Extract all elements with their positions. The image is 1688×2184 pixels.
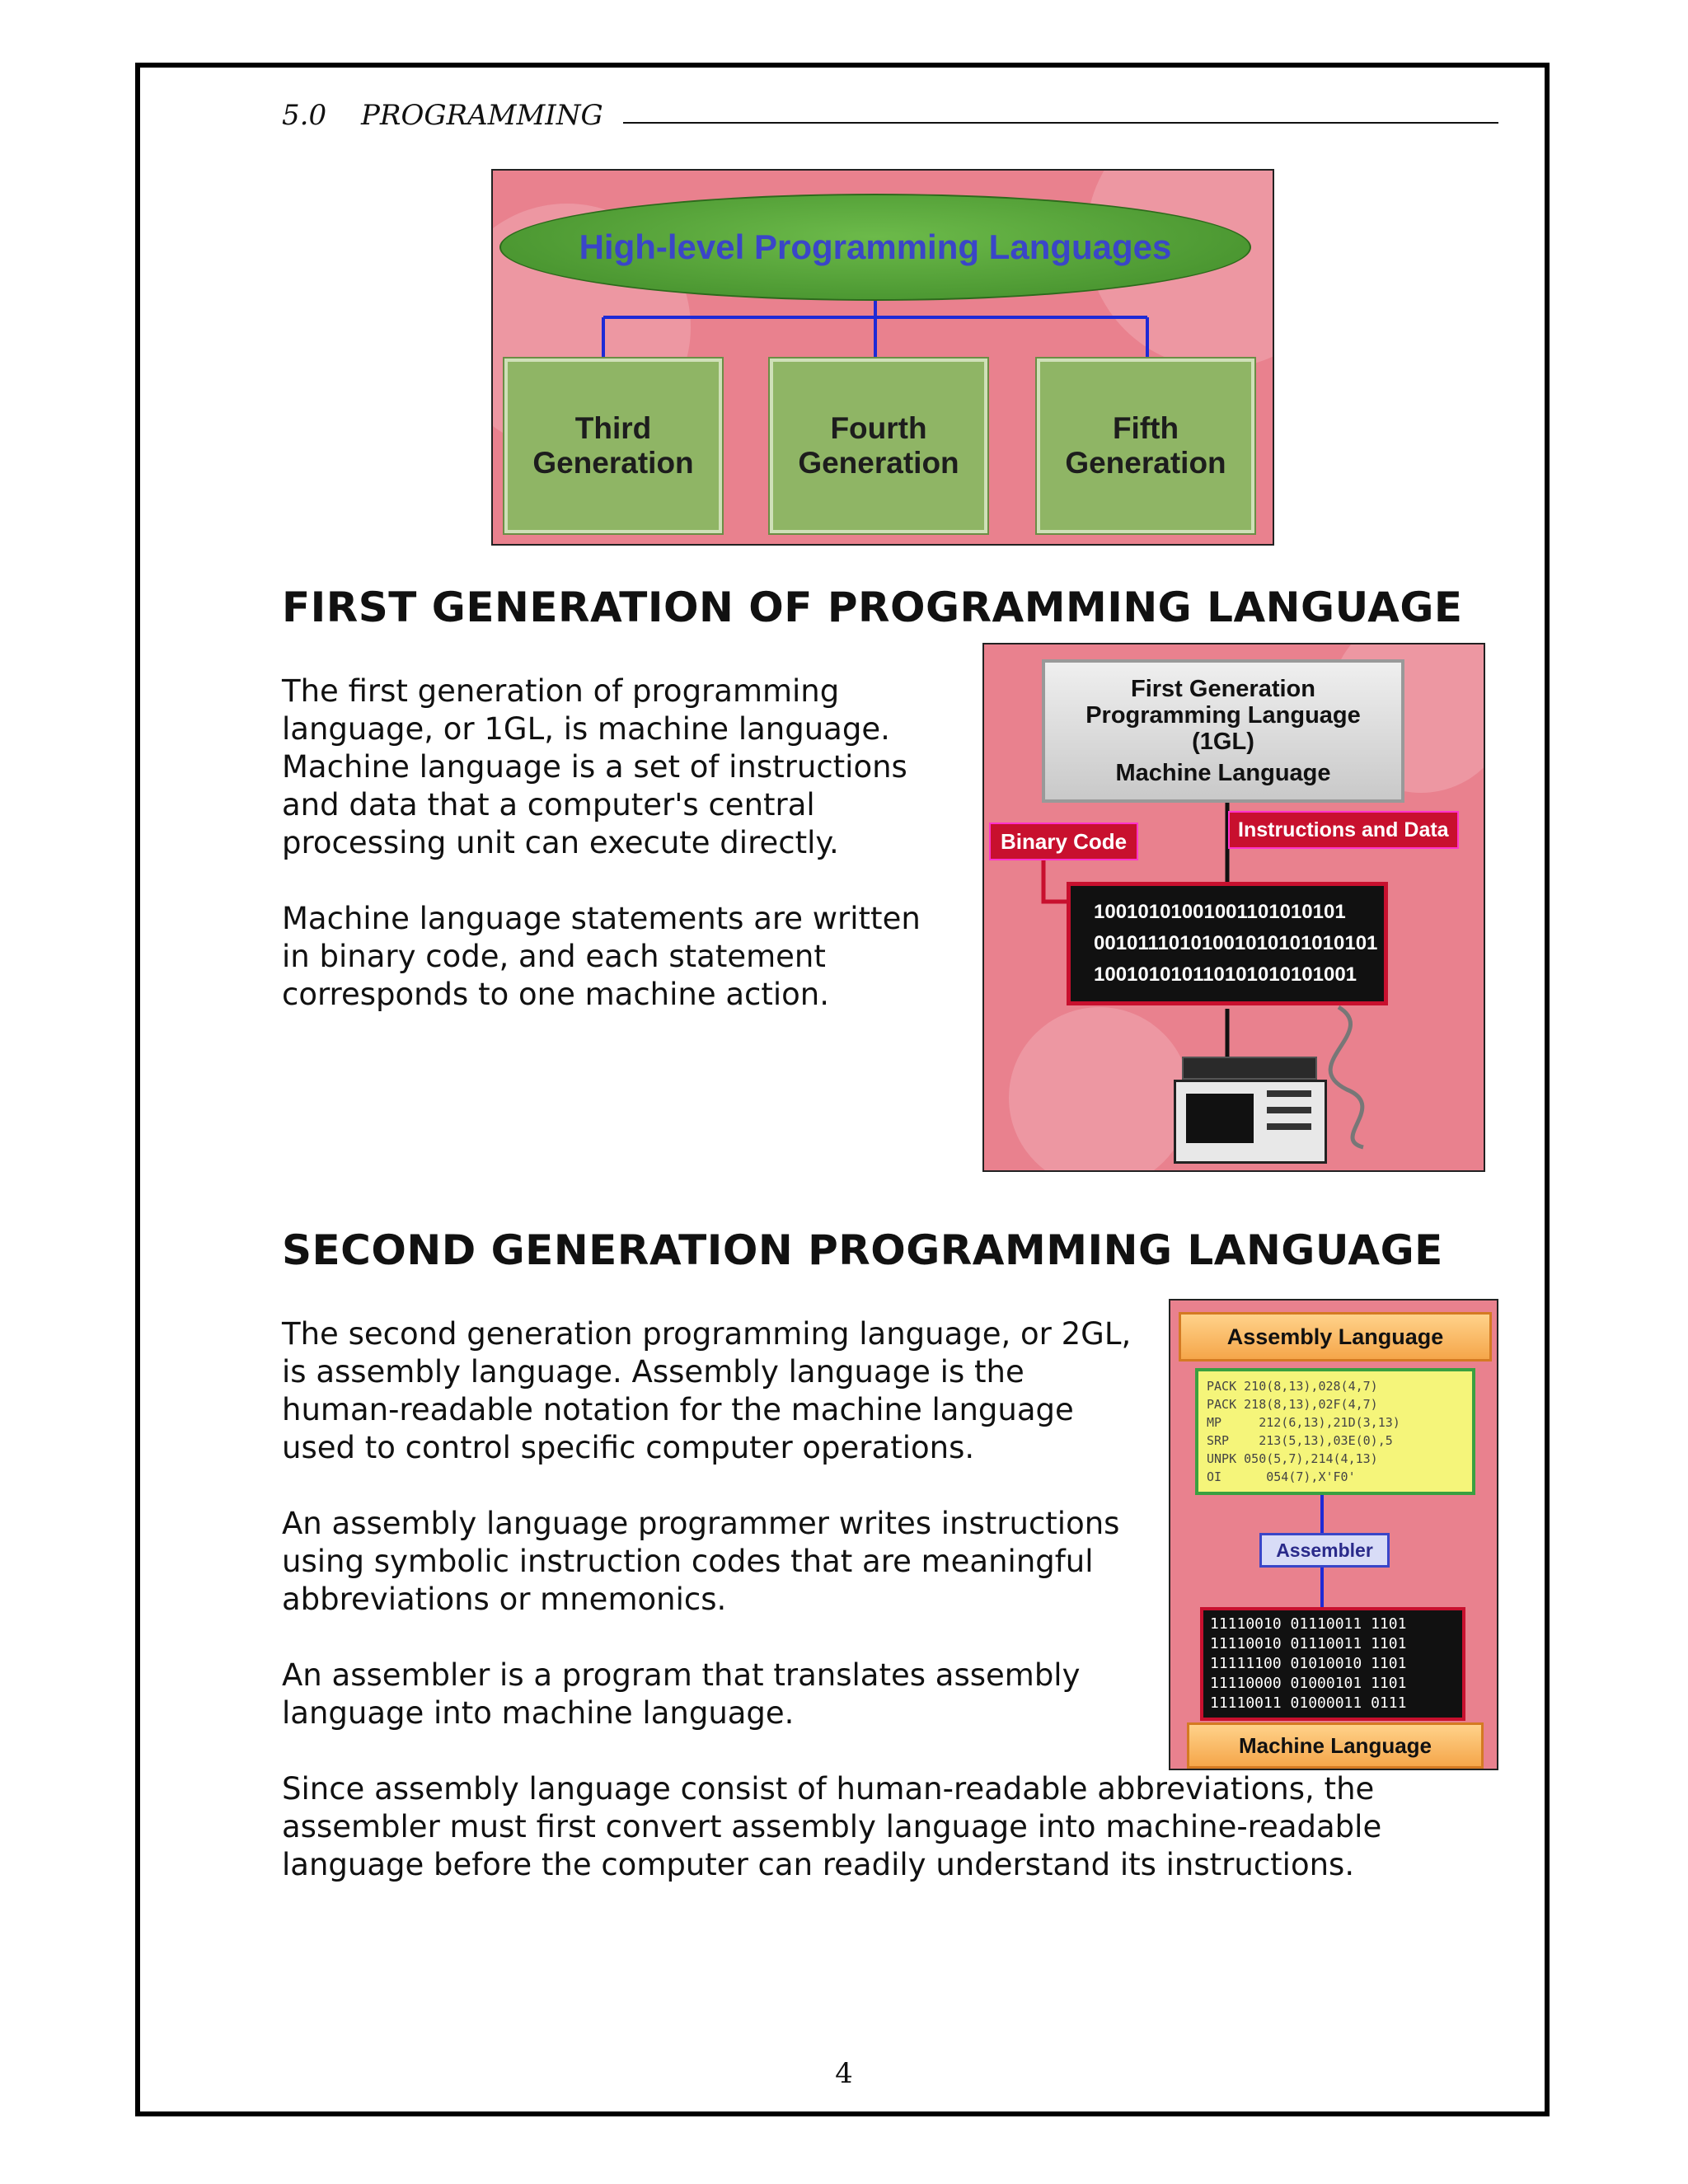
- second-generation-text-full-width: [282, 1770, 1485, 1884]
- second-generation-paragraph-4: Since assembly language consist of human-readable abbreviations, the assembler must first convert assembly language into machine-readable language before the computer can readily understand its instructions.: [282, 1771, 1382, 1882]
- first-generation-text: [282, 673, 950, 1014]
- second-generation-paragraph-3: An assembler is a program that translates assembly language into machine language.: [282, 1657, 1081, 1731]
- asm-line-3: MP 212(6,13),21D(3,13): [1207, 1415, 1400, 1430]
- binary-line-2: 00101110101001010101010101: [1094, 932, 1378, 954]
- assembly-language-figure: [1169, 1299, 1498, 1770]
- asm-line-2: PACK 218(8,13),02F(4,7): [1207, 1397, 1378, 1412]
- binary-code-label: Binary Code: [989, 823, 1138, 860]
- high-level-title: High-level Programming Languages: [579, 227, 1172, 266]
- machine-language-label: Machine Language: [1187, 1722, 1484, 1769]
- fifth-generation-box: [1037, 359, 1254, 533]
- machine-line-3: 11111100 01010010 1101: [1210, 1655, 1407, 1672]
- binary-line-1: 10010101001001101010101: [1094, 901, 1346, 923]
- instructions-data-label: Instructions and Data: [1228, 811, 1459, 849]
- computer-illustration: [1165, 1057, 1330, 1164]
- assembler-label: Assembler: [1259, 1533, 1390, 1568]
- first-generation-paragraph-1: The first generation of programming language, or 1GL, is machine language. Machine language is a set of instructions and data that a computer's central processing unit can execute directly.: [282, 673, 907, 860]
- 1gl-title-box: [1042, 659, 1404, 803]
- machine-line-4: 11110000 01000101 1101: [1210, 1675, 1407, 1692]
- machine-line-1: 11110010 01110011 1101: [1210, 1615, 1407, 1633]
- running-header: [282, 92, 1498, 132]
- section-number: 5.0: [282, 99, 327, 132]
- second-generation-heading: SECOND GENERATION PROGRAMMING LANGUAGE: [282, 1226, 1443, 1274]
- assembly-code-box: [1195, 1368, 1475, 1495]
- 1gl-title-line-2: Programming Language: [1085, 702, 1361, 729]
- high-level-title-oval: [499, 194, 1251, 301]
- asm-line-1: PACK 210(8,13),028(4,7): [1207, 1379, 1378, 1394]
- assembly-language-label: Assembly Language: [1179, 1312, 1492, 1361]
- machine-line-2: 11110010 01110011 1101: [1210, 1635, 1407, 1652]
- asm-line-6: OI 054(7),X'F0': [1207, 1469, 1356, 1484]
- second-generation-text: [282, 1315, 1139, 1732]
- second-generation-paragraph-2: An assembly language programmer writes instructions using symbolic instruction codes that are meaningful abbreviations or mnemonics.: [282, 1506, 1120, 1617]
- 1gl-title-line-4: Machine Language: [1115, 760, 1331, 786]
- 1gl-title-line-1: First Generation: [1131, 676, 1315, 702]
- third-generation-box: [504, 359, 722, 533]
- high-level-languages-figure: [491, 169, 1274, 546]
- first-generation-heading: FIRST GENERATION OF PROGRAMMING LANGUAGE: [282, 583, 1463, 631]
- machine-line-5: 11110011 01000011 0111: [1210, 1694, 1407, 1712]
- fifth-generation-label: Fifth Generation: [1065, 411, 1226, 480]
- section-title: PROGRAMMING: [361, 99, 603, 132]
- first-generation-paragraph-2: Machine language statements are written in binary code, and each statement corresponds to one machine action.: [282, 901, 921, 1012]
- page-number: 4: [835, 2057, 853, 2090]
- 1gl-title-line-3: (1GL): [1192, 729, 1254, 755]
- binary-line-3: 100101010110101010101001: [1094, 963, 1357, 986]
- second-generation-paragraph-1: The second generation programming language, or 2GL, is assembly language. Assembly language is the human-readable notation for the machine language used to control specific computer operations.: [282, 1316, 1132, 1465]
- third-generation-label: Third Generation: [532, 411, 694, 480]
- fourth-generation-label: Fourth Generation: [798, 411, 959, 480]
- header-rule: [623, 122, 1498, 124]
- binary-code-box: [1067, 882, 1388, 1005]
- asm-line-4: SRP 213(5,13),03E(0),5: [1207, 1433, 1393, 1448]
- asm-line-5: UNPK 050(5,7),214(4,13): [1207, 1451, 1378, 1466]
- fourth-generation-box: [770, 359, 987, 533]
- first-generation-figure: [982, 643, 1485, 1172]
- machine-code-box: [1200, 1607, 1465, 1721]
